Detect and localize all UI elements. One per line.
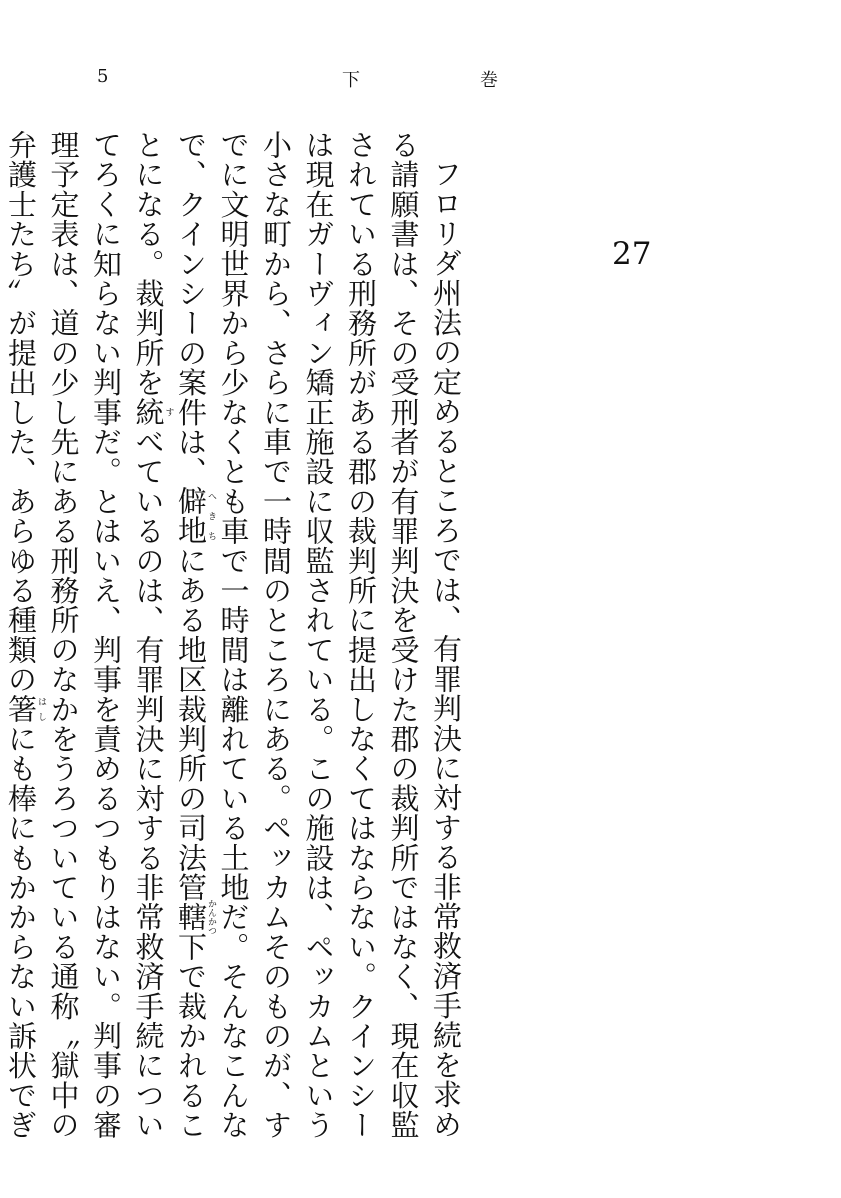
- text-run: べているのは、有罪判決に対する非常救済手続についてろくに知らない判事だ。とはいえ、判事を責めるつもりはない。判事の審理予定表は、道の少し先にある刑務所のなかをうろついている通称〝獄中の弁護士たち〟が提出した、あらゆる種類の: [4, 130, 166, 1140]
- ruby-word: 僻地へきち: [174, 486, 216, 546]
- page-number: 27: [612, 236, 652, 272]
- body-text: [4, 130, 552, 1140]
- text-run: フロリダ州法の定めるところでは、有罪判決に対する非常救済手続を求める請願書は、その受刑者が有罪判決を受けた郡の裁判所ではなく、現在収監されている刑務所がある郡の裁判所に提出しなくてはならない。クインシーは現在ガーヴィン矯正施設に収監されている。この施設は、ペッカムという小さな町から、さらに車で一時間のところにある。ペッカムそのものが、すでに文明世界から少なくとも車で一時間は離れている土地だ。そんなこんなで、クインシーの案件は、: [174, 130, 463, 1140]
- ruby-word: 箸はし: [4, 694, 46, 725]
- paragraph: [0, 130, 467, 1140]
- ruby-word: 轄かんかつ: [174, 899, 216, 936]
- text-run: にある地区裁判所の司法管: [174, 545, 208, 903]
- ruby-reading: かんかつ: [206, 899, 216, 936]
- running-page-label: 5: [97, 66, 109, 87]
- ruby-word: 統す: [131, 397, 174, 428]
- text-run: にも棒にもかからない訴状でぎ: [4, 724, 38, 1140]
- running-header-center: 下: [342, 70, 360, 91]
- ruby-reading: す: [163, 397, 174, 427]
- running-header-right: 巻: [480, 70, 498, 91]
- ruby-reading: はし: [36, 694, 46, 725]
- ruby-reading: へきち: [206, 486, 216, 546]
- text-run: 下で裁かれることになる。裁判所を: [131, 130, 208, 1140]
